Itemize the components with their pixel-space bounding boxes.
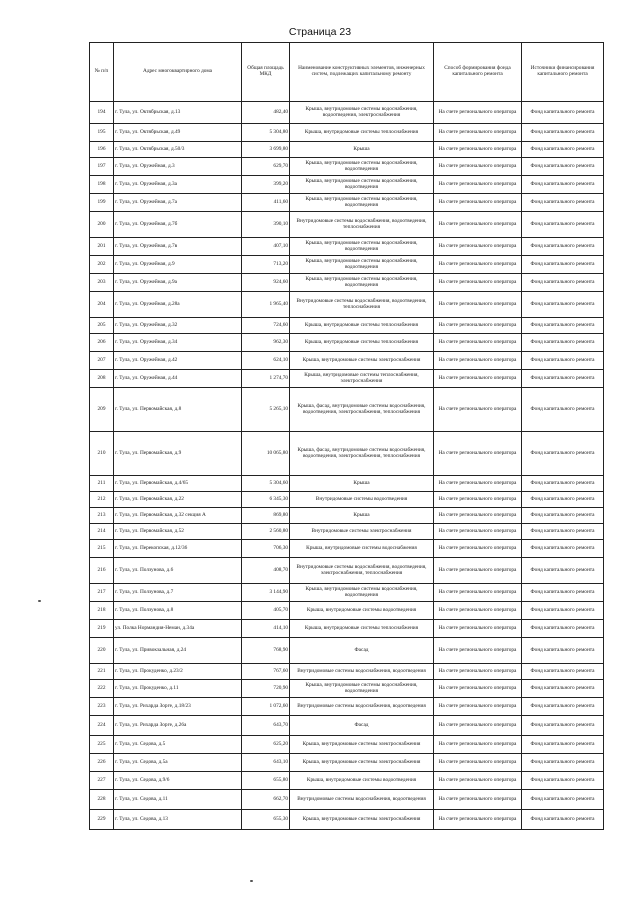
- row-source: Фонд капитального ремонта: [522, 810, 604, 830]
- header-address: Адрес многоквартирного дома: [114, 43, 242, 102]
- row-num: 224: [90, 716, 114, 736]
- row-source: Фонд капитального ремонта: [522, 124, 604, 142]
- row-address: г. Тула, ул. Прокуденко, д.11: [114, 680, 242, 698]
- row-elements: Фасад: [290, 638, 434, 664]
- table-row: [90, 432, 604, 476]
- row-method: На счете регионального оператора: [434, 176, 522, 194]
- row-method: На счете регионального оператора: [434, 212, 522, 238]
- row-address: г. Тула, ул. Первомайская, д.4/65: [114, 476, 242, 492]
- row-method: На счете регионального оператора: [434, 318, 522, 334]
- row-area: 629,70: [242, 158, 290, 176]
- row-area: 1 072,60: [242, 698, 290, 716]
- row-num: 228: [90, 790, 114, 810]
- row-num: 210: [90, 432, 114, 476]
- row-elements: Крыша, внутридомовые системы водоснабжения, водоотведения: [290, 274, 434, 292]
- row-method: На счете регионального оператора: [434, 334, 522, 352]
- row-area: 407,10: [242, 238, 290, 256]
- row-area: 3 699,80: [242, 142, 290, 158]
- row-elements: Крыша, внутридомовые системы электроснабжения: [290, 810, 434, 830]
- row-address: г. Тула, ул. Рихарда Зорге, д.18/23: [114, 698, 242, 716]
- row-method: На счете регионального оператора: [434, 256, 522, 274]
- row-method: На счете регионального оператора: [434, 602, 522, 620]
- row-address: г. Тула, ул. Оружейная, д.7а: [114, 194, 242, 212]
- row-source: Фонд капитального ремонта: [522, 102, 604, 124]
- row-address: г. Тула, ул. Октябрьская, д.49: [114, 124, 242, 142]
- row-elements: Крыша, внутридомовые системы теплоснабжения: [290, 124, 434, 142]
- row-num: 222: [90, 680, 114, 698]
- row-source: Фонд капитального ремонта: [522, 212, 604, 238]
- row-elements: Крыша, внутридомовые системы водоснабжения, водоотведения: [290, 584, 434, 602]
- row-elements: Внутридомовые системы водоснабжения, водоотведения, электроснабжения, теплоснабжения: [290, 558, 434, 584]
- row-elements: Внутридомовые системы водоснабжения, водоотведения, теплоснабжения: [290, 292, 434, 318]
- row-area: 643,10: [242, 754, 290, 772]
- row-area: 962,30: [242, 334, 290, 352]
- row-area: 655,80: [242, 772, 290, 790]
- row-source: Фонд капитального ремонта: [522, 476, 604, 492]
- table-row: [90, 388, 604, 432]
- row-source: Фонд капитального ремонта: [522, 602, 604, 620]
- row-area: 724,60: [242, 318, 290, 334]
- row-address: ул. Полка Нормандия-Неман, д.34а: [114, 620, 242, 638]
- header-elements: Наименование конструктивных элементов, инженерных систем, подлежащих капитальному ремонту: [290, 43, 434, 102]
- row-method: На счете регионального оператора: [434, 558, 522, 584]
- table-row: [90, 772, 604, 790]
- row-num: 198: [90, 176, 114, 194]
- row-num: 220: [90, 638, 114, 664]
- row-elements: Крыша, внутридомовые системы водоотведения: [290, 772, 434, 790]
- row-address: г. Тула, ул. Первомайская, д.8: [114, 388, 242, 432]
- row-method: На счете регионального оператора: [434, 124, 522, 142]
- row-area: 408,70: [242, 558, 290, 584]
- row-address: г. Тула, ул. Седова, д.5: [114, 736, 242, 754]
- row-num: 229: [90, 810, 114, 830]
- row-address: г. Тула, ул. Первомайская, д.32 секция А: [114, 508, 242, 524]
- row-source: Фонд капитального ремонта: [522, 638, 604, 664]
- table-row: [90, 102, 604, 124]
- row-source: Фонд капитального ремонта: [522, 680, 604, 698]
- table-row: [90, 334, 604, 352]
- row-elements: Внутридомовые системы водоотведения: [290, 492, 434, 508]
- table-row: [90, 790, 604, 810]
- row-method: На счете регионального оператора: [434, 716, 522, 736]
- row-elements: Крыша, внутридомовые системы электроснабжения: [290, 736, 434, 754]
- repair-program-table: [89, 42, 604, 830]
- row-source: Фонд капитального ремонта: [522, 256, 604, 274]
- row-num: 212: [90, 492, 114, 508]
- row-source: Фонд капитального ремонта: [522, 238, 604, 256]
- table-row: [90, 810, 604, 830]
- row-num: 204: [90, 292, 114, 318]
- row-num: 194: [90, 102, 114, 124]
- row-num: 206: [90, 334, 114, 352]
- row-method: На счете регионального оператора: [434, 508, 522, 524]
- row-area: 6 345,30: [242, 492, 290, 508]
- row-source: Фонд капитального ремонта: [522, 558, 604, 584]
- row-method: На счете регионального оператора: [434, 194, 522, 212]
- row-address: г. Тула, ул. Оружейная, д.7б: [114, 212, 242, 238]
- row-method: На счете регионального оператора: [434, 292, 522, 318]
- table-row: [90, 238, 604, 256]
- row-area: 643,70: [242, 716, 290, 736]
- row-method: На счете регионального оператора: [434, 664, 522, 680]
- row-elements: Крыша, внутридомовые системы водоснабжения, водоотведения: [290, 680, 434, 698]
- row-method: На счете регионального оператора: [434, 524, 522, 540]
- row-area: 706,30: [242, 540, 290, 558]
- row-area: 1 274,70: [242, 370, 290, 388]
- row-address: г. Тула, ул. Прокуденко, д.23/2: [114, 664, 242, 680]
- row-elements: Крыша, внутридомовые системы водоснабжения, водоотведения: [290, 238, 434, 256]
- row-area: 1 965,40: [242, 292, 290, 318]
- row-num: 226: [90, 754, 114, 772]
- row-elements: Крыша, внутридомовые системы водоснабжения, водоотведения, электроснабжения: [290, 102, 434, 124]
- page-title: Страница 23: [288, 26, 352, 38]
- row-num: 205: [90, 318, 114, 334]
- row-method: На счете регионального оператора: [434, 492, 522, 508]
- row-source: Фонд капитального ремонта: [522, 492, 604, 508]
- row-num: 227: [90, 772, 114, 790]
- row-num: 218: [90, 602, 114, 620]
- row-elements: Крыша, внутридомовые системы водоснабжения, водоотведения: [290, 176, 434, 194]
- row-address: г. Тула, ул. Первомайская, д.22: [114, 492, 242, 508]
- row-elements: Крыша: [290, 142, 434, 158]
- row-area: 624,10: [242, 352, 290, 370]
- row-address: г. Тула, ул. Ползунова, д.7: [114, 584, 242, 602]
- table-row: [90, 194, 604, 212]
- row-area: 5 304,60: [242, 476, 290, 492]
- row-num: 203: [90, 274, 114, 292]
- row-source: Фонд капитального ремонта: [522, 274, 604, 292]
- table-row: [90, 620, 604, 638]
- row-address: г. Тула, ул. Оружейная, д.34: [114, 334, 242, 352]
- row-address: г. Тула, ул. Октябрьская, д.13: [114, 102, 242, 124]
- table-row: [90, 638, 604, 664]
- row-address: г. Тула, ул. Седова, д.11: [114, 790, 242, 810]
- row-address: г. Тула, ул. Седова, д.9/6: [114, 772, 242, 790]
- table-header-row: [90, 43, 604, 102]
- row-elements: Крыша, фасад, внутридомовые системы водоснабжения, водоотведения, электроснабжения, теплоснабжения: [290, 388, 434, 432]
- row-num: 200: [90, 212, 114, 238]
- row-address: г. Тула, ул. Оружейная, д.44: [114, 370, 242, 388]
- row-method: На счете регионального оператора: [434, 432, 522, 476]
- table-row: [90, 476, 604, 492]
- row-num: 211: [90, 476, 114, 492]
- row-area: 720,90: [242, 680, 290, 698]
- row-num: 225: [90, 736, 114, 754]
- table-row: [90, 318, 604, 334]
- row-source: Фонд капитального ремонта: [522, 584, 604, 602]
- row-area: 5 304,80: [242, 124, 290, 142]
- row-method: На счете регионального оператора: [434, 540, 522, 558]
- row-source: Фонд капитального ремонта: [522, 698, 604, 716]
- row-num: 199: [90, 194, 114, 212]
- row-elements: Внутридомовые системы водоснабжения, водоотведения: [290, 698, 434, 716]
- row-method: На счете регионального оператора: [434, 476, 522, 492]
- table-row: [90, 698, 604, 716]
- row-source: Фонд капитального ремонта: [522, 142, 604, 158]
- row-area: 924,60: [242, 274, 290, 292]
- table-row: [90, 158, 604, 176]
- row-elements: Крыша, внутридомовые системы теплоснабжения, электроснабжения: [290, 370, 434, 388]
- table-row: [90, 736, 604, 754]
- row-address: г. Тула, ул. Оружейная, д.3а: [114, 176, 242, 194]
- row-source: Фонд капитального ремонта: [522, 716, 604, 736]
- row-area: 713,20: [242, 256, 290, 274]
- table-row: [90, 256, 604, 274]
- row-source: Фонд капитального ремонта: [522, 540, 604, 558]
- header-area: Общая площадь МКД: [242, 43, 290, 102]
- row-elements: Крыша, внутридомовые системы водоснабжения, водоотведения: [290, 158, 434, 176]
- scan-speck: [250, 880, 253, 882]
- table-row: [90, 716, 604, 736]
- row-num: 202: [90, 256, 114, 274]
- row-source: Фонд капитального ремонта: [522, 432, 604, 476]
- row-elements: Крыша, внутридомовые системы электроснабжения: [290, 754, 434, 772]
- row-area: 414,10: [242, 620, 290, 638]
- table-row: [90, 142, 604, 158]
- table-body: [90, 102, 604, 830]
- row-method: На счете регионального оператора: [434, 584, 522, 602]
- row-num: 207: [90, 352, 114, 370]
- table-row: [90, 274, 604, 292]
- row-method: На счете регионального оператора: [434, 638, 522, 664]
- table-row: [90, 680, 604, 698]
- row-elements: Крыша, внутридомовые системы электроснабжения: [290, 352, 434, 370]
- row-elements: Внутридомовые системы электроснабжения: [290, 524, 434, 540]
- row-num: 201: [90, 238, 114, 256]
- table-row: [90, 558, 604, 584]
- row-address: г. Тула, ул. Оружейная, д.3: [114, 158, 242, 176]
- row-source: Фонд капитального ремонта: [522, 176, 604, 194]
- row-method: На счете регионального оператора: [434, 698, 522, 716]
- table-row: [90, 508, 604, 524]
- header-method: Способ формирования фонда капитального ремонта: [434, 43, 522, 102]
- row-elements: Крыша, внутридомовые системы теплоснабжения: [290, 318, 434, 334]
- table-row: [90, 492, 604, 508]
- row-num: 213: [90, 508, 114, 524]
- header-source: Источники финансирования капитального ремонта: [522, 43, 604, 102]
- row-address: г. Тула, ул. Первомайская, д.52: [114, 524, 242, 540]
- row-source: Фонд капитального ремонта: [522, 664, 604, 680]
- row-num: 208: [90, 370, 114, 388]
- row-method: На счете регионального оператора: [434, 736, 522, 754]
- row-num: 221: [90, 664, 114, 680]
- row-source: Фонд капитального ремонта: [522, 352, 604, 370]
- row-elements: Внутридомовые системы водоснабжения, водоотведения: [290, 790, 434, 810]
- row-area: 662,70: [242, 790, 290, 810]
- table-row: [90, 602, 604, 620]
- row-elements: Крыша, внутридомовые системы водоснабжения, водоотведения: [290, 256, 434, 274]
- row-area: 411,60: [242, 194, 290, 212]
- row-method: На счете регионального оператора: [434, 238, 522, 256]
- header-num: № п/п: [90, 43, 114, 102]
- table-row: [90, 212, 604, 238]
- row-num: 223: [90, 698, 114, 716]
- row-num: 195: [90, 124, 114, 142]
- row-method: На счете регионального оператора: [434, 158, 522, 176]
- table-row: [90, 352, 604, 370]
- row-elements: Внутридомовые системы водоснабжения, водоотведения, теплоснабжения: [290, 212, 434, 238]
- row-elements: Фасад: [290, 716, 434, 736]
- row-area: 3 144,90: [242, 584, 290, 602]
- row-address: г. Тула, ул. Оружейная, д.9: [114, 256, 242, 274]
- row-source: Фонд капитального ремонта: [522, 334, 604, 352]
- row-elements: Крыша: [290, 476, 434, 492]
- row-address: г. Тула, ул. Ползунова, д.6: [114, 558, 242, 584]
- row-method: На счете регионального оператора: [434, 772, 522, 790]
- row-source: Фонд капитального ремонта: [522, 194, 604, 212]
- row-source: Фонд капитального ремонта: [522, 370, 604, 388]
- row-elements: Крыша, внутридомовые системы водоснабжения: [290, 540, 434, 558]
- row-num: 196: [90, 142, 114, 158]
- table-row: [90, 124, 604, 142]
- row-elements: Крыша, внутридомовые системы теплоснабжения: [290, 620, 434, 638]
- row-source: Фонд капитального ремонта: [522, 158, 604, 176]
- row-elements: Крыша, внутридомовые системы водоснабжения, водоотведения: [290, 194, 434, 212]
- table-row: [90, 584, 604, 602]
- row-method: На счете регионального оператора: [434, 388, 522, 432]
- row-source: Фонд капитального ремонта: [522, 318, 604, 334]
- row-method: На счете регионального оператора: [434, 754, 522, 772]
- row-source: Фонд капитального ремонта: [522, 790, 604, 810]
- row-source: Фонд капитального ремонта: [522, 772, 604, 790]
- row-source: Фонд капитального ремонта: [522, 292, 604, 318]
- row-area: 655,30: [242, 810, 290, 830]
- row-address: г. Тула, ул. Рихарда Зорге, д.26а: [114, 716, 242, 736]
- row-area: 768,90: [242, 638, 290, 664]
- table-row: [90, 540, 604, 558]
- table-row: [90, 370, 604, 388]
- row-num: 215: [90, 540, 114, 558]
- row-num: 216: [90, 558, 114, 584]
- row-method: На счете регионального оператора: [434, 102, 522, 124]
- table-row: [90, 664, 604, 680]
- row-num: 217: [90, 584, 114, 602]
- row-address: г. Тула, ул. Первомайская, д.9: [114, 432, 242, 476]
- row-area: 2 560,80: [242, 524, 290, 540]
- row-area: 767,60: [242, 664, 290, 680]
- table-row: [90, 524, 604, 540]
- row-num: 214: [90, 524, 114, 540]
- row-address: г. Тула, ул. Оружейная, д.7в: [114, 238, 242, 256]
- row-num: 209: [90, 388, 114, 432]
- row-address: г. Тула, ул. Привокзальная, д.24: [114, 638, 242, 664]
- row-address: г. Тула, ул. Оружейная, д.9а: [114, 274, 242, 292]
- row-method: На счете регионального оператора: [434, 352, 522, 370]
- row-method: На счете регионального оператора: [434, 620, 522, 638]
- row-address: г. Тула, ул. Перекопская, д.12/36: [114, 540, 242, 558]
- row-method: На счете регионального оператора: [434, 810, 522, 830]
- row-method: На счете регионального оператора: [434, 680, 522, 698]
- row-num: 197: [90, 158, 114, 176]
- row-area: 390,10: [242, 212, 290, 238]
- row-source: Фонд капитального ремонта: [522, 508, 604, 524]
- row-address: г. Тула, ул. Седова, д.13: [114, 810, 242, 830]
- row-source: Фонд капитального ремонта: [522, 388, 604, 432]
- row-method: На счете регионального оператора: [434, 274, 522, 292]
- row-elements: Крыша, фасад, внутридомовые системы водоснабжения, водоотведения, электроснабжения, теплоснабжения: [290, 432, 434, 476]
- row-area: 482,40: [242, 102, 290, 124]
- row-address: г. Тула, ул. Оружейная, д.42: [114, 352, 242, 370]
- row-method: На счете регионального оператора: [434, 370, 522, 388]
- row-elements: Крыша, внутридомовые системы теплоснабжения: [290, 334, 434, 352]
- row-elements: Внутридомовые системы водоснабжения, водоотведения: [290, 664, 434, 680]
- table-row: [90, 292, 604, 318]
- table-row: [90, 176, 604, 194]
- row-area: 399,20: [242, 176, 290, 194]
- row-address: г. Тула, ул. Оружейная, д.28а: [114, 292, 242, 318]
- row-source: Фонд капитального ремонта: [522, 524, 604, 540]
- row-method: На счете регионального оператора: [434, 790, 522, 810]
- row-elements: Крыша: [290, 508, 434, 524]
- table-row: [90, 754, 604, 772]
- row-source: Фонд капитального ремонта: [522, 754, 604, 772]
- row-address: г. Тула, ул. Седова, д.5а: [114, 754, 242, 772]
- row-area: 10 065,80: [242, 432, 290, 476]
- scan-speck: [38, 600, 41, 602]
- row-method: На счете регионального оператора: [434, 142, 522, 158]
- row-source: Фонд капитального ремонта: [522, 620, 604, 638]
- row-num: 219: [90, 620, 114, 638]
- row-area: 625,20: [242, 736, 290, 754]
- row-area: 405,70: [242, 602, 290, 620]
- row-source: Фонд капитального ремонта: [522, 736, 604, 754]
- row-area: 869,80: [242, 508, 290, 524]
- row-address: г. Тула, ул. Оружейная, д.32: [114, 318, 242, 334]
- row-elements: Крыша, внутридомовые системы водоотведения: [290, 602, 434, 620]
- row-address: г. Тула, ул. Октябрьская, д.50/3: [114, 142, 242, 158]
- row-area: 5 265,10: [242, 388, 290, 432]
- row-address: г. Тула, ул. Ползунова, д.8: [114, 602, 242, 620]
